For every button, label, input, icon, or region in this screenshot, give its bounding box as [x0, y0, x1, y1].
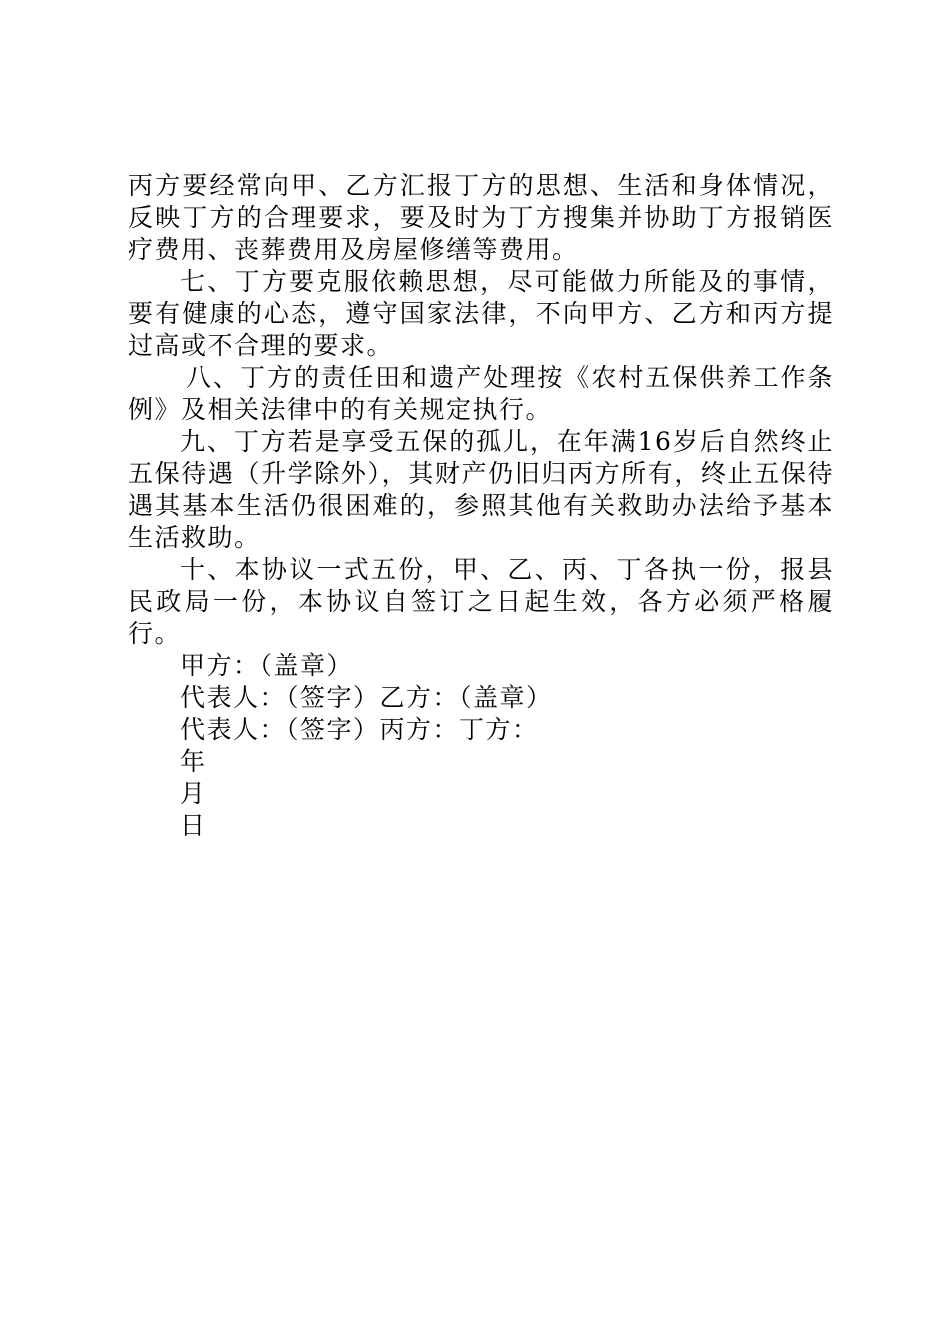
signature-party-a: 甲方：（盖章） — [180, 651, 354, 680]
paragraph-continuation: 丙方要经常向甲、乙方汇报丁方的思想、生活和身体情况，反映丁方的合理要求，要及时为丁方搜集并协助丁方报销医疗费用、丧葬费用及房屋修缮等费用。 — [128, 171, 834, 264]
signature-representative-party-b: 代表人：（签字）乙方：（盖章） — [180, 683, 553, 712]
paragraph-clause-8: 八、丁方的责任田和遗产处理按《农村五保供养工作条例》及相关法律中的有关规定执行。 — [128, 363, 834, 424]
paragraph-clause-9: 九、丁方若是享受五保的孤儿，在年满16岁后自然终止五保待遇（升学除外），其财产仍旧归丙方所有，终止五保待遇其基本生活仍很困难的，参照其他有关救助办法给予基本生活救助。 — [128, 427, 834, 552]
date-day: 日 — [180, 811, 207, 840]
date-year: 年 — [180, 747, 207, 776]
signature-representative-party-c-d: 代表人：（签字）丙方：丁方： — [180, 715, 539, 744]
paragraph-clause-10: 十、本协议一式五份，甲、乙、丙、丁各执一份，报县民政局一份，本协议自签订之日起生效，各方必须严格履行。 — [128, 555, 834, 648]
date-month: 月 — [180, 779, 207, 808]
document-body — [128, 170, 834, 842]
paragraph-clause-7: 七、丁方要克服依赖思想，尽可能做力所能及的事情，要有健康的心态，遵守国家法律，不向甲方、乙方和丙方提过高或不合理的要求。 — [128, 267, 834, 360]
